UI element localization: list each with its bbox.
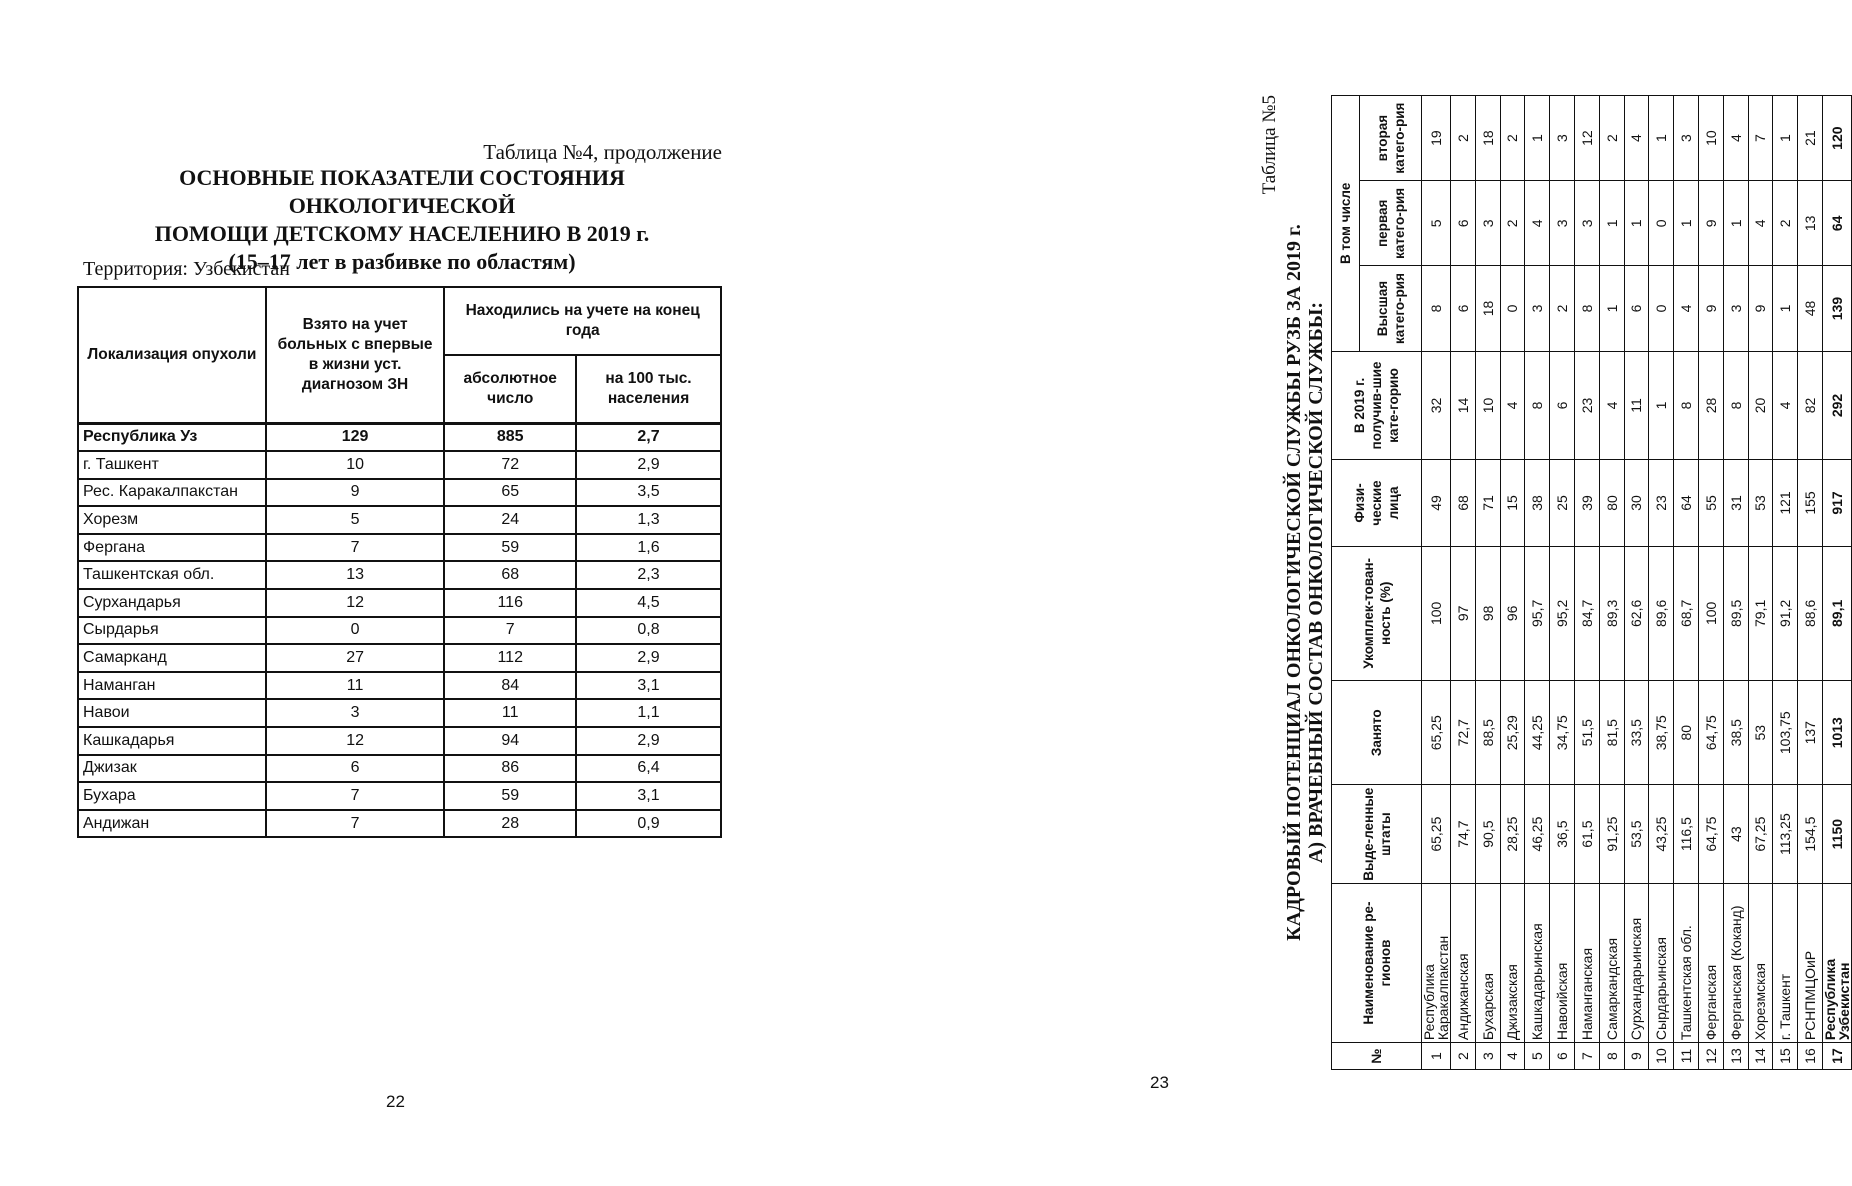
allocated-cell: 90,5 <box>1475 785 1500 884</box>
per100k-cell: 3,1 <box>576 672 721 700</box>
table-5-label: Таблица №5 <box>1259 95 1280 195</box>
table-row <box>1599 96 1624 1070</box>
got-category-cell: 11 <box>1624 351 1649 460</box>
region-cell: Рес. Каракалпакстан <box>78 479 266 507</box>
highest-cell: 3 <box>1525 266 1550 351</box>
second-cell: 120 <box>1822 96 1851 181</box>
registered-cell: 10 <box>266 451 445 479</box>
table-row <box>1822 96 1851 1070</box>
occupied-cell: 34,75 <box>1550 681 1575 785</box>
staffing-cell: 68,7 <box>1674 546 1699 680</box>
staffing-cell: 84,7 <box>1574 546 1599 680</box>
table-row <box>78 727 721 755</box>
first-cell: 9 <box>1698 181 1723 266</box>
first-cell: 3 <box>1550 181 1575 266</box>
table-row <box>78 561 721 589</box>
allocated-cell: 1150 <box>1822 785 1851 884</box>
region-cell: Андижан <box>78 810 266 838</box>
num-cell: 14 <box>1748 1043 1773 1070</box>
occupied-cell: 38,5 <box>1723 681 1748 785</box>
num-cell: 7 <box>1574 1043 1599 1070</box>
per100k-cell: 2,7 <box>576 423 721 451</box>
table-row <box>1723 96 1748 1070</box>
per100k-cell: 2,9 <box>576 451 721 479</box>
table-row <box>78 644 721 672</box>
first-cell: 1 <box>1723 181 1748 266</box>
header-second: вторая катего-рия <box>1360 96 1422 181</box>
region-cell: г. Ташкент <box>1773 883 1798 1042</box>
table-row <box>1574 96 1599 1070</box>
allocated-cell: 113,25 <box>1773 785 1798 884</box>
occupied-cell: 53 <box>1748 681 1773 785</box>
highest-cell: 1 <box>1773 266 1798 351</box>
region-cell: Наманганская <box>1574 883 1599 1042</box>
got-category-cell: 14 <box>1451 351 1476 460</box>
per100k-cell: 0,8 <box>576 617 721 645</box>
highest-cell: 6 <box>1624 266 1649 351</box>
per100k-cell: 1,1 <box>576 699 721 727</box>
registered-cell: 27 <box>266 644 445 672</box>
highest-cell: 6 <box>1451 266 1476 351</box>
header-region: Наименование ре-гионов <box>1332 883 1422 1042</box>
staffing-cell: 95,2 <box>1550 546 1575 680</box>
occupied-cell: 80 <box>1674 681 1699 785</box>
num-cell: 3 <box>1475 1043 1500 1070</box>
num-cell: 1 <box>1422 1043 1451 1070</box>
num-cell: 8 <box>1599 1043 1624 1070</box>
staff-title-line-1: КАДРОВЫЙ ПОТЕНЦИАЛ ОНКОЛОГИЧЕСКОЙ СЛУЖБЫ РУЗБ ЗА 2019 г. <box>1283 224 1305 941</box>
region-cell: РСНПМЦОиР <box>1798 883 1823 1042</box>
individuals-cell: 55 <box>1698 460 1723 546</box>
table-row <box>1698 96 1723 1070</box>
table-row <box>1500 96 1525 1070</box>
region-cell: Навоийская <box>1550 883 1575 1042</box>
num-cell: 6 <box>1550 1043 1575 1070</box>
per100k-cell: 3,1 <box>576 782 721 810</box>
highest-cell: 48 <box>1798 266 1823 351</box>
first-cell: 64 <box>1822 181 1851 266</box>
got-category-cell: 10 <box>1475 351 1500 460</box>
individuals-cell: 71 <box>1475 460 1500 546</box>
header-registered: Взято на учет больных с впервые в жизни уст. диагнозом ЗН <box>266 287 445 423</box>
got-category-cell: 28 <box>1698 351 1723 460</box>
allocated-cell: 46,25 <box>1525 785 1550 884</box>
header-on-record: Находились на учете на конец года <box>444 287 721 355</box>
allocated-cell: 43,25 <box>1649 785 1674 884</box>
individuals-cell: 917 <box>1822 460 1851 546</box>
second-cell: 2 <box>1599 96 1624 181</box>
individuals-cell: 53 <box>1748 460 1773 546</box>
absolute-cell: 28 <box>444 810 576 838</box>
absolute-cell: 65 <box>444 479 576 507</box>
table-row <box>1674 96 1699 1070</box>
staff-title-line-2: А) ВРАЧЕБНЫЙ СОСТАВ ОНКОЛОГИЧЕСКОЙ СЛУЖБЫ: <box>1305 301 1327 864</box>
table-row <box>1773 96 1798 1070</box>
individuals-cell: 121 <box>1773 460 1798 546</box>
highest-cell: 1 <box>1599 266 1624 351</box>
second-cell: 3 <box>1674 96 1699 181</box>
per100k-cell: 6,4 <box>576 755 721 783</box>
registered-cell: 7 <box>266 810 445 838</box>
region-cell: Сурхандарья <box>78 589 266 617</box>
num-cell: 2 <box>1451 1043 1476 1070</box>
first-cell: 3 <box>1475 181 1500 266</box>
staff-table-body <box>1422 96 1852 1070</box>
per100k-cell: 1,6 <box>576 534 721 562</box>
num-cell: 16 <box>1798 1043 1823 1070</box>
region-cell: г. Ташкент <box>78 451 266 479</box>
header-first: первая катего-рия <box>1360 181 1422 266</box>
region-cell: Навои <box>78 699 266 727</box>
second-cell: 1 <box>1649 96 1674 181</box>
table-row <box>1550 96 1575 1070</box>
table-row <box>1748 96 1773 1070</box>
highest-cell: 9 <box>1698 266 1723 351</box>
absolute-cell: 885 <box>444 423 576 451</box>
header-highest: Высшая катего-рия <box>1360 266 1422 351</box>
second-cell: 7 <box>1748 96 1773 181</box>
got-category-cell: 20 <box>1748 351 1773 460</box>
first-cell: 2 <box>1500 181 1525 266</box>
individuals-cell: 155 <box>1798 460 1823 546</box>
registered-cell: 12 <box>266 589 445 617</box>
region-cell: Сурхандарьинская <box>1624 883 1649 1042</box>
allocated-cell: 91,25 <box>1599 785 1624 884</box>
num-cell: 17 <box>1822 1043 1851 1070</box>
occupied-cell: 33,5 <box>1624 681 1649 785</box>
absolute-cell: 86 <box>444 755 576 783</box>
region-cell: Хорезмская <box>1748 883 1773 1042</box>
occupied-cell: 38,75 <box>1649 681 1674 785</box>
header-occupied: Занято <box>1332 681 1422 785</box>
allocated-cell: 67,25 <box>1748 785 1773 884</box>
highest-cell: 8 <box>1574 266 1599 351</box>
absolute-cell: 94 <box>444 727 576 755</box>
right-page-rotated <box>1259 95 1852 1070</box>
absolute-cell: 116 <box>444 589 576 617</box>
second-cell: 2 <box>1451 96 1476 181</box>
individuals-cell: 23 <box>1649 460 1674 546</box>
got-category-cell: 292 <box>1822 351 1851 460</box>
table-row <box>1525 96 1550 1070</box>
allocated-cell: 64,75 <box>1698 785 1723 884</box>
highest-cell: 3 <box>1723 266 1748 351</box>
occupied-cell: 51,5 <box>1574 681 1599 785</box>
occupied-cell: 72,7 <box>1451 681 1476 785</box>
per100k-cell: 0,9 <box>576 810 721 838</box>
table-row <box>78 699 721 727</box>
got-category-cell: 8 <box>1674 351 1699 460</box>
region-cell: Бухарская <box>1475 883 1500 1042</box>
got-category-cell: 32 <box>1422 351 1451 460</box>
per100k-cell: 2,9 <box>576 644 721 672</box>
staffing-cell: 91,2 <box>1773 546 1798 680</box>
staffing-cell: 79,1 <box>1748 546 1773 680</box>
got-category-cell: 4 <box>1773 351 1798 460</box>
territory-label: Территория: Узбекистан <box>83 258 290 280</box>
table-row <box>78 672 721 700</box>
first-cell: 1 <box>1599 181 1624 266</box>
absolute-cell: 84 <box>444 672 576 700</box>
registered-cell: 3 <box>266 699 445 727</box>
highest-cell: 139 <box>1822 266 1851 351</box>
region-cell: Ташкентская обл. <box>1674 883 1699 1042</box>
highest-cell: 4 <box>1674 266 1699 351</box>
table-row <box>78 534 721 562</box>
region-cell: Самарканд <box>78 644 266 672</box>
allocated-cell: 36,5 <box>1550 785 1575 884</box>
num-cell: 5 <box>1525 1043 1550 1070</box>
second-cell: 21 <box>1798 96 1823 181</box>
staffing-cell: 88,6 <box>1798 546 1823 680</box>
second-cell: 2 <box>1500 96 1525 181</box>
absolute-cell: 11 <box>444 699 576 727</box>
staffing-cell: 89,3 <box>1599 546 1624 680</box>
allocated-cell: 53,5 <box>1624 785 1649 884</box>
got-category-cell: 1 <box>1649 351 1674 460</box>
absolute-cell: 72 <box>444 451 576 479</box>
num-cell: 4 <box>1500 1043 1525 1070</box>
num-cell: 9 <box>1624 1043 1649 1070</box>
region-cell: Андижанская <box>1451 883 1476 1042</box>
region-cell: Республика Уз <box>78 423 266 451</box>
title-line-2: ПОМОЩИ ДЕТСКОМУ НАСЕЛЕНИЮ В 2019 г. <box>154 221 650 246</box>
staff-title <box>1283 95 1327 1070</box>
page-number-right: 23 <box>1150 1073 1169 1092</box>
table-row <box>1798 96 1823 1070</box>
highest-cell: 0 <box>1649 266 1674 351</box>
staffing-cell: 100 <box>1422 546 1451 680</box>
region-cell: Республика Каракалпакстан <box>1422 883 1451 1042</box>
highest-cell: 18 <box>1475 266 1500 351</box>
table-row <box>78 755 721 783</box>
first-cell: 13 <box>1798 181 1823 266</box>
first-cell: 4 <box>1748 181 1773 266</box>
left-page <box>0 0 790 1186</box>
first-cell: 6 <box>1451 181 1476 266</box>
header-allocated: Выде-ленные штаты <box>1332 785 1422 884</box>
highest-cell: 0 <box>1500 266 1525 351</box>
registered-cell: 129 <box>266 423 445 451</box>
first-cell: 5 <box>1422 181 1451 266</box>
registered-cell: 13 <box>266 561 445 589</box>
individuals-cell: 68 <box>1451 460 1476 546</box>
staffing-cell: 100 <box>1698 546 1723 680</box>
occupied-cell: 1013 <box>1822 681 1851 785</box>
allocated-cell: 61,5 <box>1574 785 1599 884</box>
absolute-cell: 59 <box>444 534 576 562</box>
individuals-cell: 80 <box>1599 460 1624 546</box>
region-cell: Ферганская (Коканд) <box>1723 883 1748 1042</box>
header-individuals: Физи-ческие лица <box>1332 460 1422 546</box>
allocated-cell: 28,25 <box>1500 785 1525 884</box>
first-cell: 1 <box>1624 181 1649 266</box>
second-cell: 4 <box>1723 96 1748 181</box>
header-localization: Локализация опухоли <box>78 287 266 423</box>
region-cell: Кашкадарьинская <box>1525 883 1550 1042</box>
second-cell: 1 <box>1773 96 1798 181</box>
title-line-1: ОСНОВНЫЕ ПОКАЗАТЕЛИ СОСТОЯНИЯ ОНКОЛОГИЧЕСКОЙ <box>179 165 625 218</box>
occupied-cell: 65,25 <box>1422 681 1451 785</box>
region-cell: Ташкентская обл. <box>78 561 266 589</box>
individuals-cell: 64 <box>1674 460 1699 546</box>
region-cell: Кашкадарья <box>78 727 266 755</box>
per100k-cell: 2,9 <box>576 727 721 755</box>
table-continuation-label: Таблица №4, продолжение <box>483 140 722 164</box>
table-row <box>78 782 721 810</box>
region-cell: Джизакская <box>1500 883 1525 1042</box>
num-cell: 10 <box>1649 1043 1674 1070</box>
second-cell: 3 <box>1550 96 1575 181</box>
table-row <box>78 423 721 451</box>
header-including: В том числе <box>1332 96 1360 352</box>
registered-cell: 11 <box>266 672 445 700</box>
highest-cell: 8 <box>1422 266 1451 351</box>
registered-cell: 0 <box>266 617 445 645</box>
table-row <box>78 810 721 838</box>
table-row <box>1649 96 1674 1070</box>
table-row <box>1451 96 1476 1070</box>
header-staffing: Укомплек-тован-ность (%) <box>1332 546 1422 680</box>
title-line-3: (15–17 лет в разбивке по областям) <box>228 249 576 274</box>
occupied-cell: 25,29 <box>1500 681 1525 785</box>
individuals-cell: 38 <box>1525 460 1550 546</box>
staffing-cell: 96 <box>1500 546 1525 680</box>
individuals-cell: 15 <box>1500 460 1525 546</box>
table-row <box>78 479 721 507</box>
header-num: № <box>1332 1043 1422 1070</box>
per100k-cell: 3,5 <box>576 479 721 507</box>
registered-cell: 7 <box>266 534 445 562</box>
table-row <box>78 617 721 645</box>
second-cell: 4 <box>1624 96 1649 181</box>
table-row <box>1422 96 1451 1070</box>
second-cell: 12 <box>1574 96 1599 181</box>
table-row <box>1475 96 1500 1070</box>
occupied-cell: 64,75 <box>1698 681 1723 785</box>
first-cell: 2 <box>1773 181 1798 266</box>
region-cell: Сырдарьинская <box>1649 883 1674 1042</box>
region-cell: Сырдарья <box>78 617 266 645</box>
table-row <box>78 451 721 479</box>
staff-table <box>1331 95 1852 1070</box>
allocated-cell: 116,5 <box>1674 785 1699 884</box>
absolute-cell: 7 <box>444 617 576 645</box>
first-cell: 0 <box>1649 181 1674 266</box>
num-cell: 12 <box>1698 1043 1723 1070</box>
second-cell: 19 <box>1422 96 1451 181</box>
absolute-cell: 59 <box>444 782 576 810</box>
individuals-cell: 31 <box>1723 460 1748 546</box>
per100k-cell: 1,3 <box>576 506 721 534</box>
region-cell: Фергана <box>78 534 266 562</box>
absolute-cell: 112 <box>444 644 576 672</box>
first-cell: 4 <box>1525 181 1550 266</box>
individuals-cell: 30 <box>1624 460 1649 546</box>
region-cell: Хорезм <box>78 506 266 534</box>
table-row <box>78 506 721 534</box>
absolute-cell: 68 <box>444 561 576 589</box>
table-row <box>1624 96 1649 1070</box>
staffing-cell: 62,6 <box>1624 546 1649 680</box>
individuals-cell: 25 <box>1550 460 1575 546</box>
first-cell: 1 <box>1674 181 1699 266</box>
region-cell: Ферганская <box>1698 883 1723 1042</box>
header-per100k: на 100 тыс. населения <box>576 355 721 423</box>
registered-cell: 9 <box>266 479 445 507</box>
occupied-cell: 44,25 <box>1525 681 1550 785</box>
table-row <box>78 589 721 617</box>
registered-cell: 7 <box>266 782 445 810</box>
region-cell: Бухара <box>78 782 266 810</box>
region-cell: Джизак <box>78 755 266 783</box>
got-category-cell: 8 <box>1723 351 1748 460</box>
region-cell: Самаркандская <box>1599 883 1624 1042</box>
allocated-cell: 154,5 <box>1798 785 1823 884</box>
staffing-cell: 89,6 <box>1649 546 1674 680</box>
got-category-cell: 6 <box>1550 351 1575 460</box>
got-category-cell: 8 <box>1525 351 1550 460</box>
got-category-cell: 4 <box>1500 351 1525 460</box>
per100k-cell: 4,5 <box>576 589 721 617</box>
staffing-cell: 98 <box>1475 546 1500 680</box>
staffing-cell: 97 <box>1451 546 1476 680</box>
allocated-cell: 74,7 <box>1451 785 1476 884</box>
indicators-table <box>77 286 722 838</box>
num-cell: 15 <box>1773 1043 1798 1070</box>
highest-cell: 9 <box>1748 266 1773 351</box>
occupied-cell: 103,75 <box>1773 681 1798 785</box>
got-category-cell: 23 <box>1574 351 1599 460</box>
second-cell: 18 <box>1475 96 1500 181</box>
header-absolute: абсолютное число <box>444 355 576 423</box>
allocated-cell: 65,25 <box>1422 785 1451 884</box>
region-cell: Республика Узбекистан <box>1822 883 1851 1042</box>
staffing-cell: 89,1 <box>1822 546 1851 680</box>
occupied-cell: 81,5 <box>1599 681 1624 785</box>
region-cell: Наманган <box>78 672 266 700</box>
individuals-cell: 39 <box>1574 460 1599 546</box>
staffing-cell: 95,7 <box>1525 546 1550 680</box>
registered-cell: 5 <box>266 506 445 534</box>
absolute-cell: 24 <box>444 506 576 534</box>
second-cell: 1 <box>1525 96 1550 181</box>
allocated-cell: 43 <box>1723 785 1748 884</box>
second-cell: 10 <box>1698 96 1723 181</box>
num-cell: 11 <box>1674 1043 1699 1070</box>
first-cell: 3 <box>1574 181 1599 266</box>
got-category-cell: 82 <box>1798 351 1823 460</box>
occupied-cell: 137 <box>1798 681 1823 785</box>
page-number: 22 <box>386 1092 405 1111</box>
highest-cell: 2 <box>1550 266 1575 351</box>
per100k-cell: 2,3 <box>576 561 721 589</box>
registered-cell: 6 <box>266 755 445 783</box>
occupied-cell: 88,5 <box>1475 681 1500 785</box>
header-got-category: В 2019 г. получив-шие кате-горию <box>1332 351 1422 460</box>
num-cell: 13 <box>1723 1043 1748 1070</box>
individuals-cell: 49 <box>1422 460 1451 546</box>
indicators-table-body <box>78 423 721 837</box>
staffing-cell: 89,5 <box>1723 546 1748 680</box>
registered-cell: 12 <box>266 727 445 755</box>
got-category-cell: 4 <box>1599 351 1624 460</box>
